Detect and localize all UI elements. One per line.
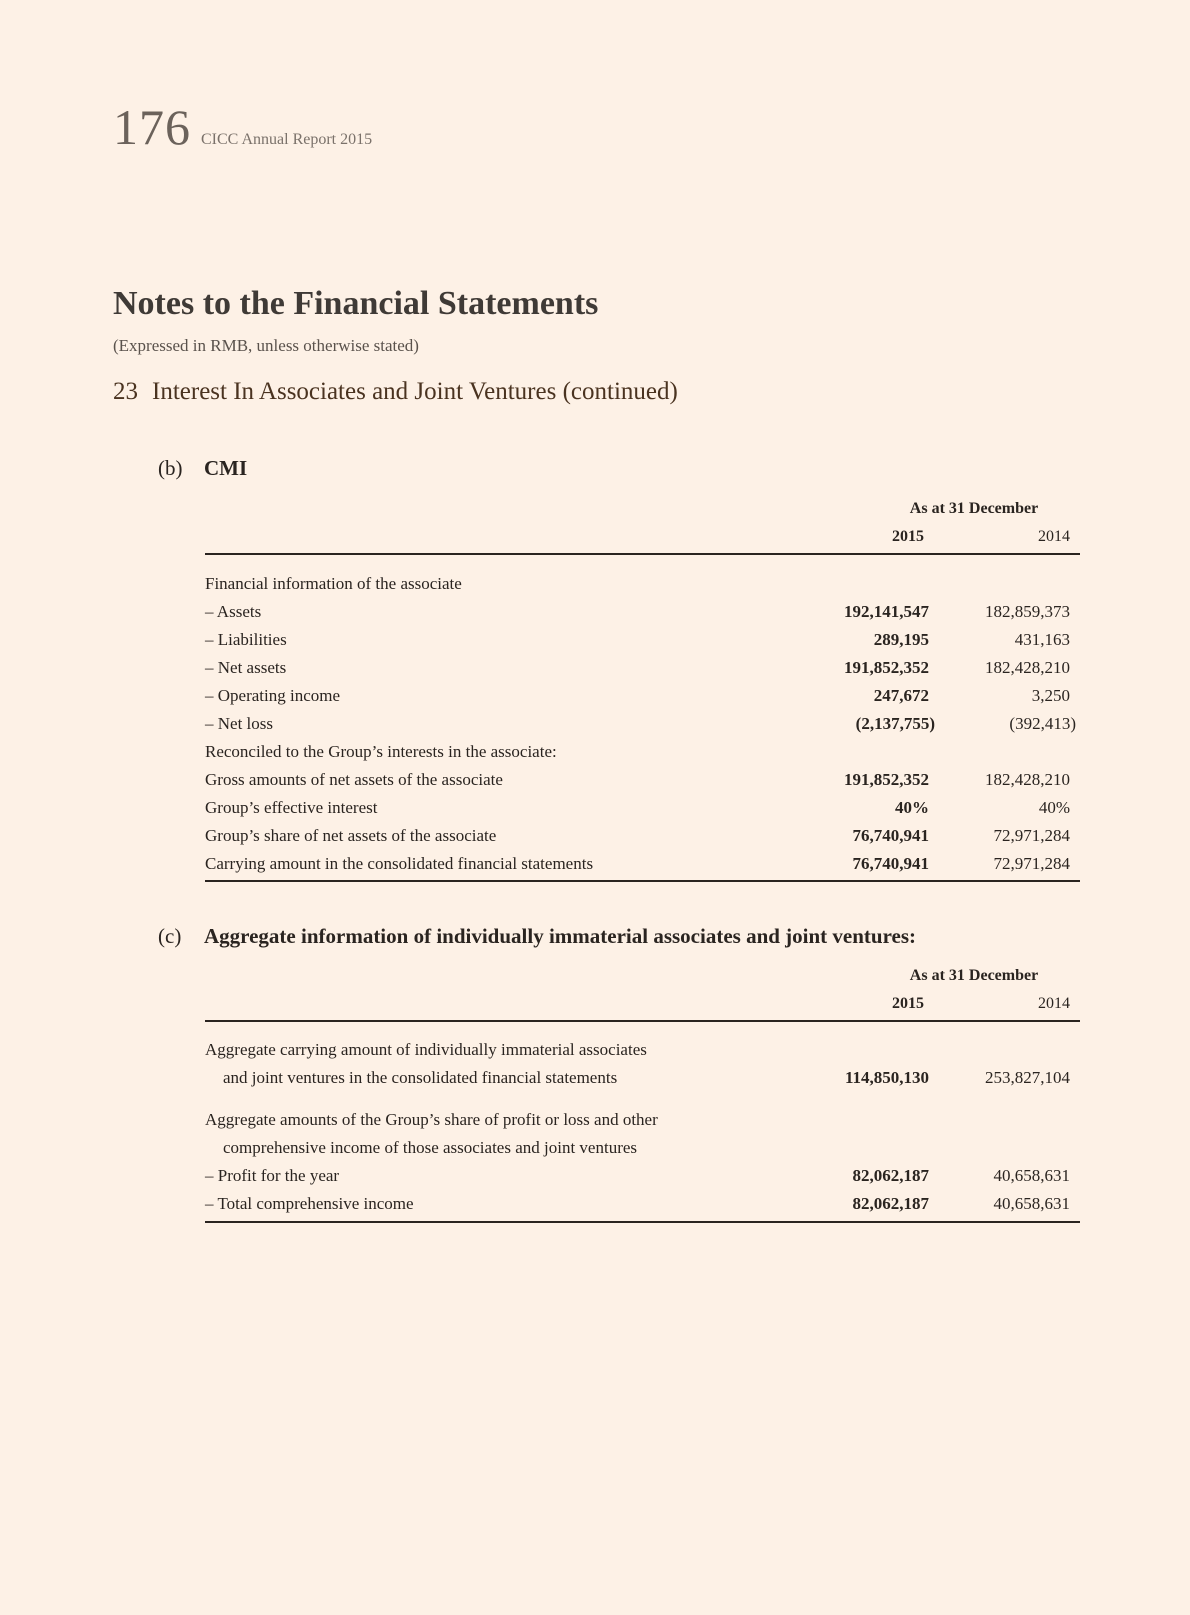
table-row: [205, 823, 1080, 849]
part-c-heading: [158, 924, 916, 949]
value-2014: 72,971,284: [993, 854, 1070, 873]
row-label: – Profit for the year: [205, 1166, 340, 1185]
value-2015: (2,137,755): [855, 714, 935, 733]
row-label: comprehensive income of those associates and joint ventures: [223, 1138, 638, 1157]
table-row: [205, 739, 1080, 765]
row-label: Carrying amount in the consolidated financial statements: [205, 854, 594, 873]
value-2015: 40%: [895, 798, 929, 817]
row-label: Aggregate amounts of the Group’s share of profit or loss and other: [205, 1110, 658, 1129]
page-header: [113, 98, 373, 155]
row-label: – Net loss: [205, 714, 273, 733]
value-2015: 76,740,941: [852, 826, 929, 845]
table-row: [205, 851, 1080, 877]
part-b-bottom-rule: [205, 880, 1080, 882]
value-2014: (392,413): [1009, 714, 1076, 733]
part-c-title: Aggregate information of individually immaterial associates and joint ventures:: [204, 924, 917, 948]
page-number: 176: [113, 99, 191, 155]
part-c-col-2015: 2015: [892, 995, 924, 1012]
part-c-letter: (c): [158, 924, 182, 948]
column-group-label: As at 31 December: [909, 967, 1039, 984]
value-2014: 182,428,210: [985, 770, 1070, 789]
value-2014: 72,971,284: [993, 826, 1070, 845]
row-label: Financial information of the associate: [205, 574, 462, 593]
part-b-header-rule: [205, 553, 1080, 555]
section-heading: [113, 378, 678, 406]
part-c-header-rule: [205, 1020, 1080, 1022]
row-label: and joint ventures in the consolidated financial statements: [223, 1068, 618, 1087]
row-label: – Net assets: [205, 658, 287, 677]
row-label: – Total comprehensive income: [205, 1194, 414, 1213]
value-2015: 114,850,130: [844, 1068, 929, 1087]
page-subtitle: (Expressed in RMB, unless otherwise stated): [113, 336, 419, 355]
value-2015: 191,852,352: [844, 658, 929, 677]
report-title: CICC Annual Report 2015: [201, 131, 373, 148]
table-row: [205, 599, 1080, 625]
table-row: [205, 1191, 1080, 1217]
value-2015: 82,062,187: [852, 1166, 929, 1185]
table-row: [205, 655, 1080, 681]
table-row: [205, 1065, 1080, 1091]
part-b-column-group: [864, 500, 1084, 518]
row-label: Group’s effective interest: [205, 798, 378, 817]
row-label: Aggregate carrying amount of individually immaterial associates: [205, 1040, 647, 1059]
row-label: Group’s share of net assets of the associate: [205, 826, 497, 845]
part-b-heading: [158, 456, 247, 481]
table-row: [205, 571, 1080, 597]
value-2015: 191,852,352: [844, 770, 929, 789]
column-group-label: As at 31 December: [909, 500, 1039, 517]
part-c-col-2014: 2014: [1038, 995, 1070, 1012]
value-2014: 40%: [1038, 798, 1070, 817]
table-row: [205, 795, 1080, 821]
part-c-bottom-rule: [205, 1221, 1080, 1223]
value-2015: 76,740,941: [852, 854, 929, 873]
row-label: Gross amounts of net assets of the associate: [205, 770, 503, 789]
row-label: Reconciled to the Group’s interests in the associate:: [205, 742, 557, 761]
table-row: [205, 711, 1080, 737]
value-2014: 40,658,631: [993, 1166, 1070, 1185]
value-2015: 192,141,547: [844, 602, 929, 621]
value-2015: 82,062,187: [852, 1194, 929, 1213]
part-b-col-2015: 2015: [892, 528, 924, 545]
value-2014: 253,827,104: [985, 1068, 1070, 1087]
value-2014: 182,428,210: [985, 658, 1070, 677]
value-2014: 431,163: [1014, 630, 1070, 649]
part-b-title: CMI: [204, 456, 248, 480]
value-2015: 247,672: [873, 686, 929, 705]
part-b-letter: (b): [158, 456, 183, 480]
table-row: [205, 1037, 1080, 1063]
value-2014: 40,658,631: [993, 1194, 1070, 1213]
table-row: [205, 767, 1080, 793]
table-row: [205, 1107, 1080, 1133]
row-label: – Liabilities: [205, 630, 287, 649]
part-c-column-group: [864, 967, 1084, 985]
table-row: [205, 627, 1080, 653]
value-2015: 289,195: [873, 630, 929, 649]
value-2014: 182,859,373: [985, 602, 1070, 621]
value-2014: 3,250: [1031, 686, 1070, 705]
table-row: [205, 1135, 1080, 1161]
page-title: Notes to the Financial Statements: [113, 285, 599, 322]
row-label: – Assets: [205, 602, 262, 621]
row-label: – Operating income: [205, 686, 341, 705]
table-row: [205, 683, 1080, 709]
section-number: 23: [113, 378, 138, 405]
part-b-col-2014: 2014: [1038, 528, 1070, 545]
section-title: Interest In Associates and Joint Ventures (continued): [152, 378, 678, 405]
table-row: [205, 1163, 1080, 1189]
